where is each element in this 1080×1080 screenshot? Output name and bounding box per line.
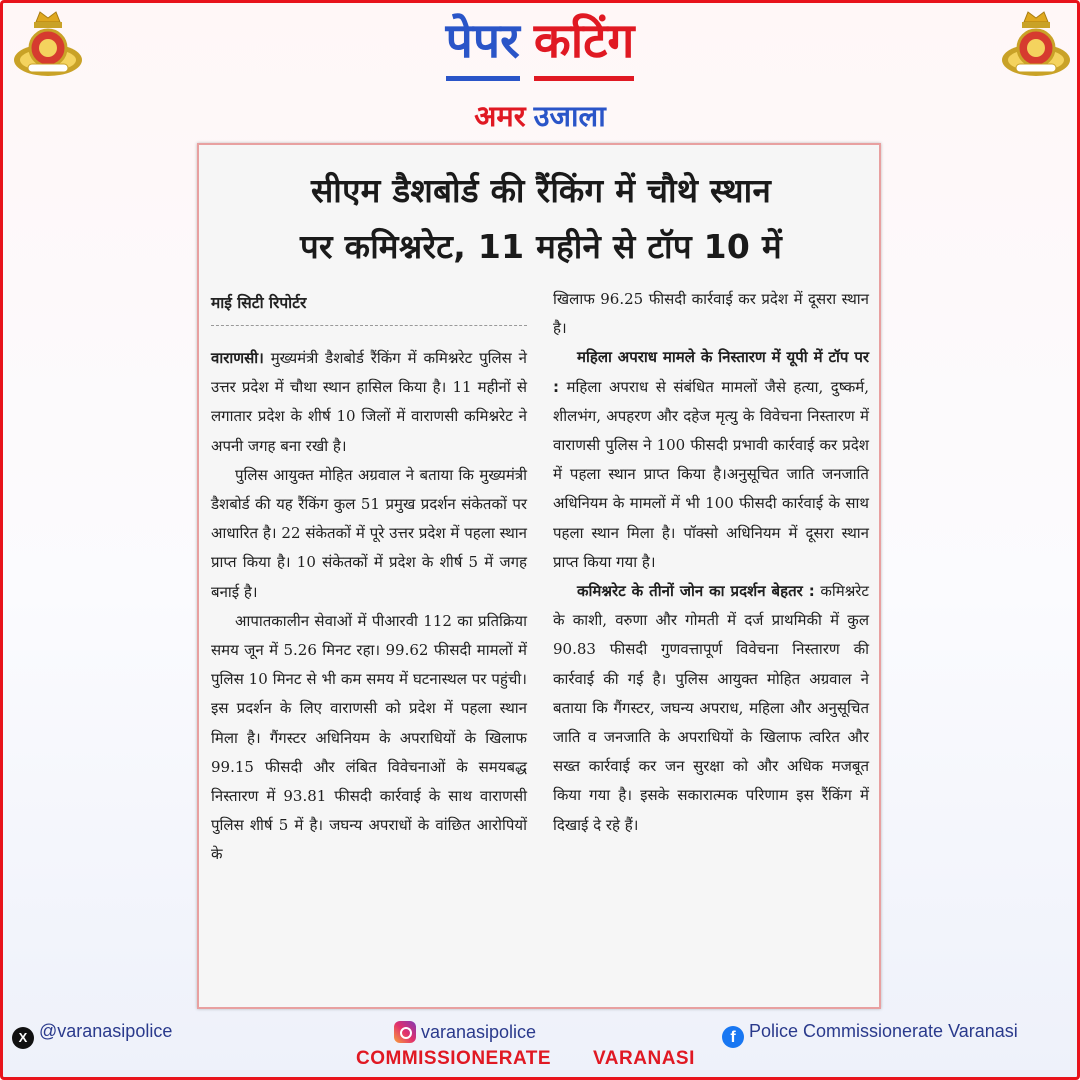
subheading: कमिश्नरेट के तीनों जोन का प्रदर्शन बेहतर : xyxy=(577,582,815,601)
news-clipping xyxy=(197,143,881,1009)
byline: माई सिटी रिपोर्टर xyxy=(211,287,527,326)
newspaper-name-part2: उजाला xyxy=(533,99,606,133)
facebook-icon: f xyxy=(722,1026,744,1048)
facebook-link[interactable] xyxy=(722,1021,1018,1048)
org-word-1: COMMISSIONERATE xyxy=(356,1048,552,1069)
x-handle: @varanasipolice xyxy=(39,1021,173,1041)
paragraph: खिलाफ 96.25 फीसदी कार्रवाई कर प्रदेश में दूसरा स्थान है। xyxy=(553,290,869,338)
subheading: महिला अपराध मामले के निस्तारण में यूपी में टॉप पर : xyxy=(553,348,869,396)
instagram-icon xyxy=(394,1021,416,1043)
paragraph: वाराणसी। मुख्यमंत्री डैशबोर्ड रैंकिंग में कमिश्नरेट पुलिस ने उत्तर प्रदेश में चौथा स्थान हासिल किया है। 11 महीनों से लगातार प्रदेश के शीर्ष 10 जिलों में वाराणसी कमिश्नरेट ने अपनी जगह बना रखी है। xyxy=(211,349,527,455)
article-headline xyxy=(199,163,881,275)
article-column-left xyxy=(211,287,527,870)
x-logo-icon: X xyxy=(12,1027,34,1049)
newspaper-name-part1: अमर xyxy=(474,99,526,133)
instagram-link[interactable] xyxy=(394,1021,536,1043)
dateline: वाराणसी। xyxy=(211,349,264,367)
organization-name xyxy=(356,1048,695,1070)
newspaper-name xyxy=(0,96,1080,136)
article-column-right xyxy=(553,285,869,840)
x-link[interactable] xyxy=(12,1021,172,1049)
facebook-page: Police Commissionerate Varanasi xyxy=(749,1021,1018,1041)
paragraph: कमिश्नरेट के तीनों जोन का प्रदर्शन बेहतर : कमिश्नरेट के काशी, वरुणा और गोमती में दर्ज प्राथमिकी में कुल 90.83 फीसदी गुणवत्तापूर्ण विवेचना निस्तारण की कार्रवाई की गई है। पुलिस आयुक्त मोहित अग्रवाल ने बताया कि गैंगस्टर, जघन्य अपराध, महिला और अनुसूचित जाति व जनजाति के अपराधियों के खिलाफ त्वरित और सख्त कार्रवाई कर जन सुरक्षा को और अधिक मजबूत किया गया है। इसके सकारात्मक परिणाम इस रैंकिंग में दिखाई दे रहे हैं। xyxy=(553,582,869,834)
banner-title-part1: पेपर xyxy=(446,8,520,81)
org-word-2: VARANASI xyxy=(593,1048,695,1069)
headline-line-1: सीएम डैशबोर्ड की रैंकिंग में चौथे स्थान xyxy=(310,171,772,210)
paragraph: पुलिस आयुक्त मोहित अग्रवाल ने बताया कि मुख्यमंत्री डैशबोर्ड की यह रैंकिंग कुल 51 प्रमुख प्रदर्शन संकेतकों पर आधारित है। 22 संकेतकों में पूरे उत्तर प्रदेश में पहला स्थान प्राप्त किया है। 10 संकेतकों में प्रदेश के शीर्ष 5 में जगह बनाई है। xyxy=(211,465,527,601)
banner-title xyxy=(0,8,1080,81)
banner-title-part2: कटिंग xyxy=(534,8,635,81)
paragraph: आपातकालीन सेवाओं में पीआरवी 112 का प्रतिक्रिया समय जून में 5.26 मिनट रहा। 99.62 फीसदी मामलों में पुलिस 10 मिनट से भी कम समय में घटनास्थल पर पहुंची। इस प्रदर्शन के लिए वाराणसी को प्रदेश में पहला स्थान मिला है। गैंगस्टर अधिनियम के अपराधियों के खिलाफ 99.15 फीसदी और लंबित विवेचनाओं के समयबद्ध निस्तारण में 93.81 फीसदी कार्रवाई के साथ वाराणसी पुलिस शीर्ष 5 में है। जघन्य अपराधों के वांछित आरोपियों के xyxy=(211,611,527,864)
instagram-handle: varanasipolice xyxy=(421,1022,537,1042)
paragraph: महिला अपराध मामले के निस्तारण में यूपी में टॉप पर : महिला अपराध से संबंधित मामलों जैसे हत्या, दुष्कर्म, शीलभंग, अपहरण और दहेज मृत्यु के विवेचना निस्तारण में वाराणसी पुलिस ने 100 फीसदी प्रभावी कार्रवाई कर प्रदेश में पहला स्थान प्राप्त किया है।अनुसूचित जाति जनजाति अधिनियम के मामलों में भी 100 फीसदी कार्रवाई के साथ पहला स्थान मिला है। पॉक्सो अधिनियम में दूसरा स्थान प्राप्त किया गया है। xyxy=(553,348,869,571)
headline-line-2: पर कमिश्नरेट, 11 महीने से टॉप 10 में xyxy=(299,227,782,266)
social-footer xyxy=(0,1012,1080,1080)
